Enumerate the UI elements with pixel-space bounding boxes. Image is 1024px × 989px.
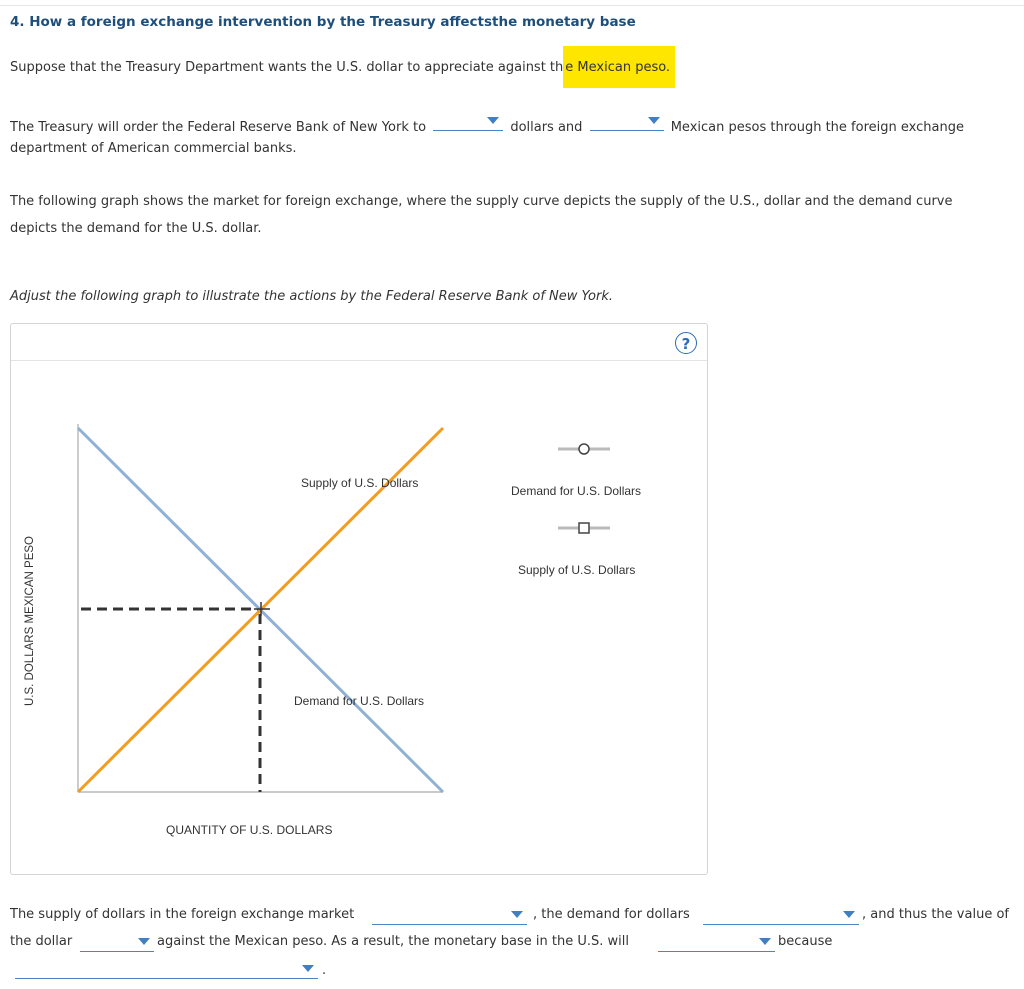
- bottom-text-7: .: [322, 963, 327, 978]
- chevron-down-icon: [138, 938, 150, 945]
- graph-instruction: Adjust the following graph to illustrate the actions by the Federal Reserve Bank of New York.: [10, 289, 613, 304]
- bottom-text-3: , and thus the value of: [862, 907, 1009, 922]
- order-sentence: [10, 114, 964, 135]
- monetary-base-dropdown[interactable]: [658, 935, 775, 952]
- chevron-down-icon: [843, 911, 855, 918]
- demand-change-dropdown[interactable]: [703, 908, 859, 925]
- reason-dropdown[interactable]: [15, 962, 318, 979]
- chevron-down-icon: [511, 911, 523, 918]
- foreign-exchange-graph: [11, 324, 707, 874]
- bottom-text-1: The supply of dollars in the foreign exchange market: [10, 907, 355, 922]
- order-text-line2: department of American commercial banks.: [10, 141, 297, 156]
- graph-panel: [10, 323, 708, 875]
- help-icon[interactable]: ?: [675, 332, 697, 354]
- top-divider: [0, 5, 1024, 6]
- buy-sell-pesos-dropdown[interactable]: [590, 114, 664, 131]
- intro-text-start: Suppose that the Treasury Department wants the U.S. dollar to appreciate against th: [10, 60, 564, 75]
- x-axis-label: QUANTITY OF U.S. DOLLARS: [166, 823, 333, 837]
- bottom-text-4: the dollar: [10, 934, 73, 949]
- legend-supply-tool[interactable]: [558, 523, 610, 533]
- chevron-down-icon: [487, 117, 499, 124]
- demand-curve-label: Demand for U.S. Dollars: [294, 694, 425, 708]
- dollar-value-dropdown[interactable]: [80, 935, 154, 952]
- legend-demand-label: Demand for U.S. Dollars: [511, 484, 642, 498]
- order-text-2: dollars and: [510, 120, 583, 135]
- order-text-3: Mexican pesos through the foreign exchange: [670, 120, 964, 135]
- circle-icon: [579, 444, 589, 454]
- intro-text: [10, 60, 675, 75]
- graph-description-line2: depicts the demand for the U.S. dollar.: [10, 221, 262, 236]
- bottom-text-6: because: [778, 934, 833, 949]
- y-axis-label: U.S. DOLLARS MEXICAN PESO: [24, 536, 36, 706]
- chevron-down-icon: [759, 938, 771, 945]
- question-title: 4. How a foreign exchange intervention by the Treasury affectsthe monetary base: [10, 14, 636, 30]
- square-icon: [579, 523, 589, 533]
- bottom-text-5: against the Mexican peso. As a result, the monetary base in the U.S. will: [157, 934, 629, 949]
- order-text-1: The Treasury will order the Federal Reserve Bank of New York to: [10, 120, 427, 135]
- supply-curve-label: Supply of U.S. Dollars: [301, 476, 419, 490]
- legend-supply-label: Supply of U.S. Dollars: [518, 563, 636, 577]
- chevron-down-icon: [302, 965, 314, 972]
- supply-change-dropdown[interactable]: [372, 908, 527, 925]
- bottom-text-2: , the demand for dollars: [533, 907, 690, 922]
- buy-sell-dollars-dropdown[interactable]: [433, 114, 503, 131]
- graph-description-line1: The following graph shows the market for foreign exchange, where the supply curve depicts the supply of the U.S., dollar and the demand curve: [10, 194, 953, 209]
- highlighted-text: e Mexican peso.: [563, 46, 675, 88]
- legend-demand-tool[interactable]: [558, 444, 610, 454]
- chevron-down-icon: [648, 117, 660, 124]
